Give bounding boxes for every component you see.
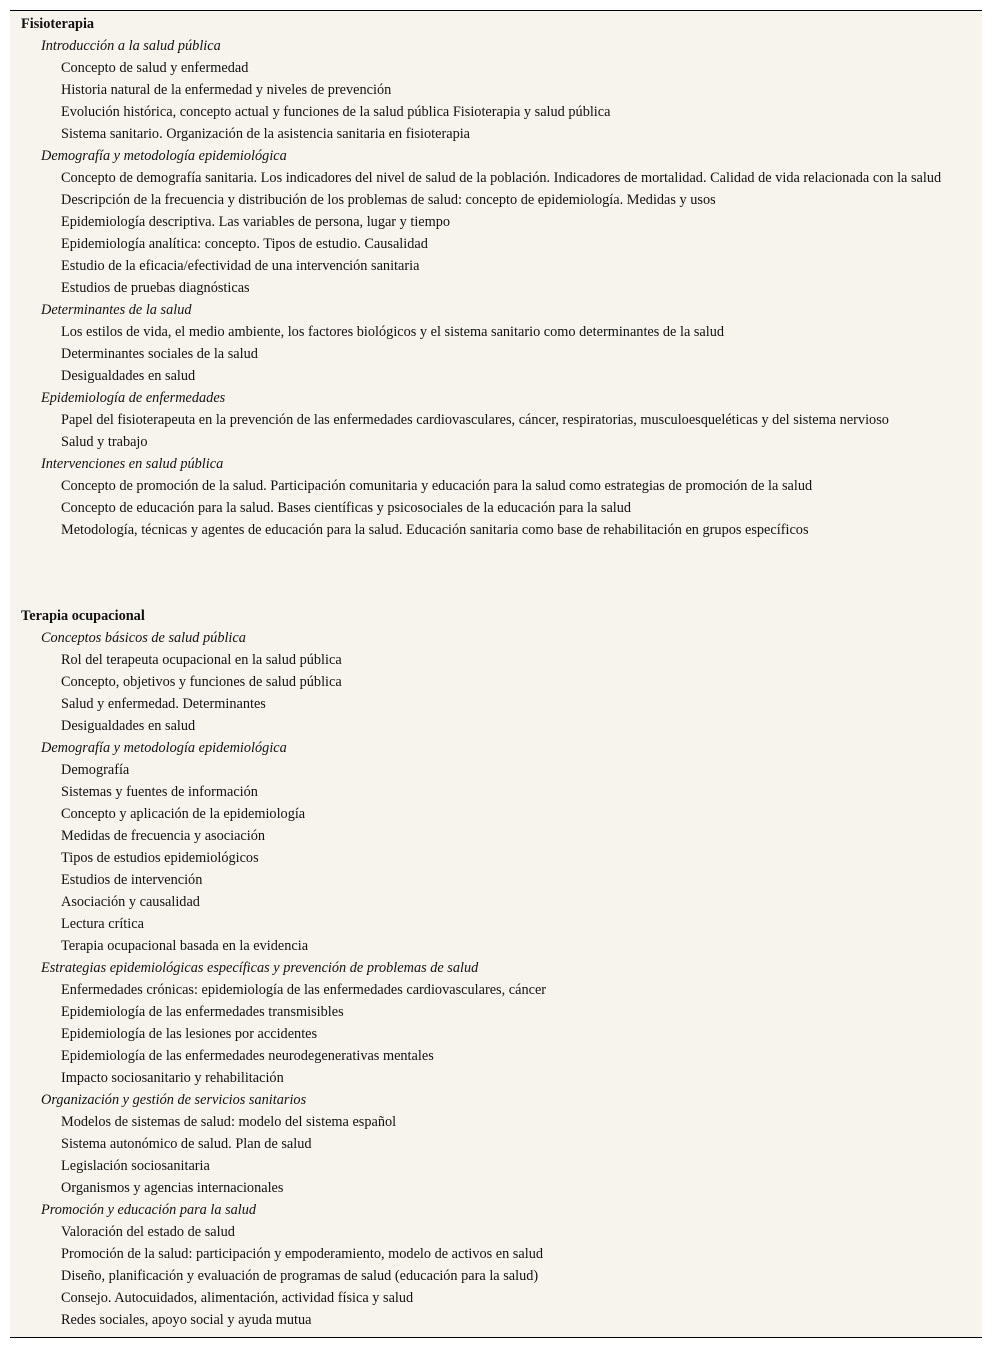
list-item: Concepto de demografía sanitaria. Los indicadores del nivel de salud de la población. Indicadores de mortalidad. Calidad de vida relacionada con la salud xyxy=(61,170,942,186)
section-terapia-ocupacional xyxy=(10,605,982,1331)
list-item: Epidemiología de las enfermedades transmisibles xyxy=(61,1004,344,1020)
list-item: Sistema sanitario. Organización de la asistencia sanitaria en fisioterapia xyxy=(61,126,471,142)
list-item: Concepto, objetivos y funciones de salud pública xyxy=(61,674,342,690)
list-item: Concepto de promoción de la salud. Participación comunitaria y educación para la salud como estrategias de promoción de la salud xyxy=(61,478,813,494)
list-item: Desigualdades en salud xyxy=(61,718,196,734)
list-item: Tipos de estudios epidemiológicos xyxy=(61,850,259,866)
syllabus-table xyxy=(10,10,982,1338)
list-item: Terapia ocupacional basada en la evidencia xyxy=(61,938,309,954)
list-item: Concepto de salud y enfermedad xyxy=(61,60,249,76)
topic-title: Promoción y educación para la salud xyxy=(41,1202,257,1218)
topic-title: Demografía y metodología epidemiológica xyxy=(41,148,287,164)
list-item: Salud y enfermedad. Determinantes xyxy=(61,696,266,712)
list-item: Impacto sociosanitario y rehabilitación xyxy=(61,1070,284,1086)
list-item: Evolución histórica, concepto actual y funciones de la salud pública Fisioterapia y salud pública xyxy=(61,104,611,120)
topic-title: Determinantes de la salud xyxy=(41,302,192,318)
list-item: Asociación y causalidad xyxy=(61,894,200,910)
topic-title: Demografía y metodología epidemiológica xyxy=(41,740,287,756)
list-item: Enfermedades crónicas: epidemiología de las enfermedades cardiovasculares, cáncer xyxy=(61,982,547,998)
list-item: Organismos y agencias internacionales xyxy=(61,1180,284,1196)
list-item: Los estilos de vida, el medio ambiente, los factores biológicos y el sistema sanitario como determinantes de la salud xyxy=(61,324,725,340)
list-item: Sistema autonómico de salud. Plan de salud xyxy=(61,1136,312,1152)
list-item: Consejo. Autocuidados, alimentación, actividad física y salud xyxy=(61,1290,414,1306)
list-item: Rol del terapeuta ocupacional en la salud pública xyxy=(61,652,342,668)
section-fisioterapia xyxy=(10,13,982,541)
list-item: Medidas de frecuencia y asociación xyxy=(61,828,266,844)
list-item: Estudio de la eficacia/efectividad de una intervención sanitaria xyxy=(61,258,420,274)
list-item: Estudios de intervención xyxy=(61,872,203,888)
list-item: Descripción de la frecuencia y distribución de los problemas de salud: concepto de epidemiología. Medidas y usos xyxy=(61,192,716,208)
topic-title: Epidemiología de enfermedades xyxy=(41,390,226,406)
topic-title: Conceptos básicos de salud pública xyxy=(41,630,246,646)
list-item: Modelos de sistemas de salud: modelo del sistema español xyxy=(61,1114,397,1130)
list-item: Epidemiología analítica: concepto. Tipos de estudio. Causalidad xyxy=(61,236,428,252)
list-item: Desigualdades en salud xyxy=(61,368,196,384)
list-item: Legislación sociosanitaria xyxy=(61,1158,210,1174)
list-item: Promoción de la salud: participación y empoderamiento, modelo de activos en salud xyxy=(61,1246,543,1262)
list-item: Epidemiología de las enfermedades neurodegenerativas mentales xyxy=(61,1048,434,1064)
list-item: Lectura crítica xyxy=(61,916,144,932)
list-item: Historia natural de la enfermedad y niveles de prevención xyxy=(61,82,392,98)
list-item: Estudios de pruebas diagnósticas xyxy=(61,280,250,296)
topic-title: Intervenciones en salud pública xyxy=(41,456,224,472)
list-item: Determinantes sociales de la salud xyxy=(61,346,258,362)
topic-title: Estrategias epidemiológicas específicas y prevención de problemas de salud xyxy=(41,960,479,976)
list-item: Epidemiología descriptiva. Las variables de persona, lugar y tiempo xyxy=(61,214,451,230)
list-item: Concepto y aplicación de la epidemiología xyxy=(61,806,306,822)
topic-title: Introducción a la salud pública xyxy=(41,38,221,54)
list-item: Concepto de educación para la salud. Bases científicas y psicosociales de la educación para la salud xyxy=(61,500,632,516)
list-item: Redes sociales, apoyo social y ayuda mutua xyxy=(61,1312,312,1328)
list-item: Epidemiología de las lesiones por accidentes xyxy=(61,1026,318,1042)
list-item: Valoración del estado de salud xyxy=(61,1224,235,1240)
list-item: Demografía xyxy=(61,762,130,778)
section-title: Fisioterapia xyxy=(21,16,95,32)
list-item: Salud y trabajo xyxy=(61,434,148,450)
list-item: Sistemas y fuentes de información xyxy=(61,784,258,800)
topic-title: Organización y gestión de servicios sanitarios xyxy=(41,1092,307,1108)
list-item: Papel del fisioterapeuta en la prevención de las enfermedades cardiovasculares, cáncer, respiratorias, musculoesqueléticas y del sistema nervioso xyxy=(61,412,889,428)
list-item: Metodología, técnicas y agentes de educación para la salud. Educación sanitaria como base de rehabilitación en grupos específicos xyxy=(61,522,809,538)
list-item: Diseño, planificación y evaluación de programas de salud (educación para la salud) xyxy=(61,1268,539,1284)
section-title: Terapia ocupacional xyxy=(21,608,145,624)
